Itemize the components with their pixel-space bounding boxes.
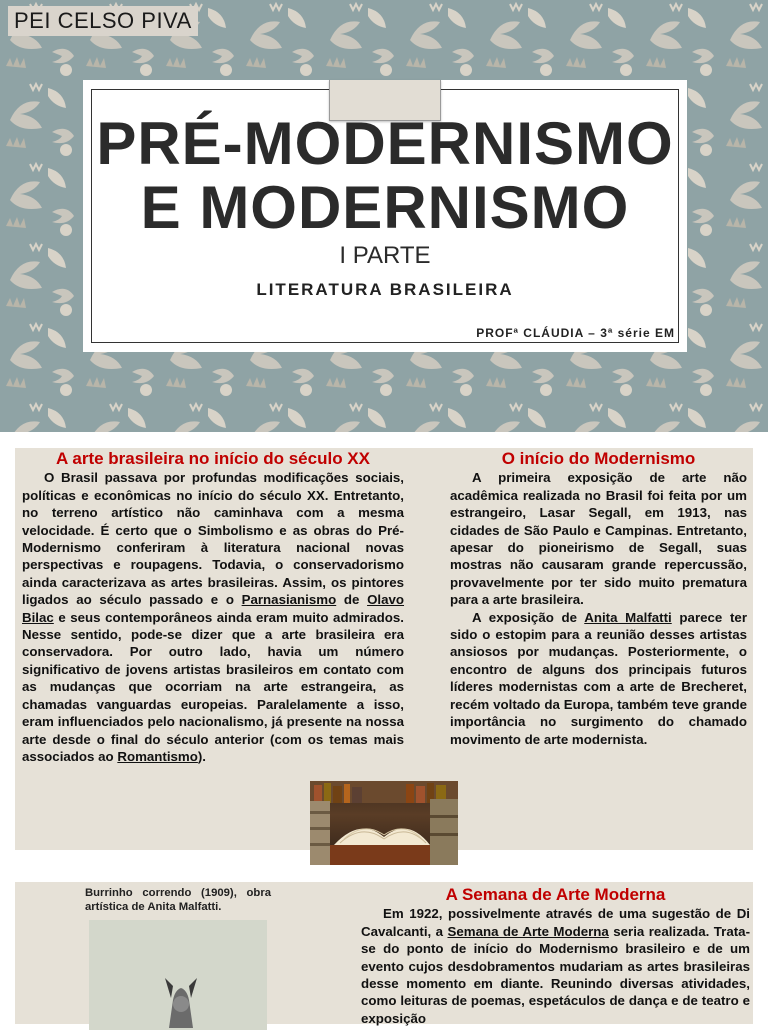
subject-label: LITERATURA BRASILEIRA	[256, 280, 514, 299]
part-label: I PARTE	[339, 242, 431, 269]
content-panel-1	[15, 448, 753, 850]
section-paragraph: Em 1922, possivelmente através de uma sugestão de Di Cavalcanti, a Semana de Arte Moderna seria realizada. Trata-se do ponto de início do Modernismo brasileiro e de um evento cujos desdobramentos mudariam as artes brasileiras desse momento em diante. Reunindo diversas atividades, como leituras de poemas, espetáculos de dança e de teatro e exposição	[361, 906, 750, 1026]
section-paragraph: O Brasil passava por profundas modificações sociais, políticas e econômicas no início do século XX. Entretanto, no terreno artístico não caminhava com a mesma velocidade. É certo que o Simbolismo e as obras do Pré-Modernismo conferiram à literatura nacional novas perspectivas e roupagens. Todavia, o conservadorismo ainda caracterizava as artes brasileiras. Assim, os pintores ligados ao século passado e o Parnasianismo de Olavo Bilac e seus contemporâneos ainda eram muito admirados. Nesse sentido, pode-se dizer que a arte brasileira era conservadora. Por outro lado, havia um número significativo de jovens artistas brasileiros em contato com as mudanças que ocorriam na arte estrangeira, as chamadas vanguardas europeias. Paralelamente a isso, eram influenciados pelo nacionalismo, já presente na nossa arte desde o final do século anterior (com os temas mais associados ao Romantismo).	[22, 470, 405, 764]
section-early-20th-century	[22, 450, 404, 765]
title-card	[83, 80, 687, 352]
link-olavo-bilac[interactable]: Olavo Bilac	[22, 592, 405, 625]
books-illustration	[310, 781, 458, 865]
section-paragraph: A exposição de Anita Malfatti parece ter sido o estopim para a reunião desses artistas ansiosos por mudanças. Posteriormente, o encontro de alguns dos principais futuros líderes modernistas com a arte de Brecheret, recém voltado da Europa, também teve grande importância no surgimento do chamado movimento de arte modernista.	[450, 609, 747, 747]
section-heading: A Semana de Arte Moderna	[445, 885, 666, 904]
content-panel-2	[15, 882, 753, 1024]
book-stack-image	[310, 781, 458, 865]
section-heading: A arte brasileira no início do século XX	[56, 449, 370, 468]
link-anita-malfatti[interactable]: Anita Malfatti	[584, 609, 672, 625]
painting-caption: Burrinho correndo (1909), obra artística de Anita Malfatti.	[85, 887, 271, 913]
section-paragraph: A primeira exposição de arte não acadêmica realizada no Brasil foi feita por um estrangeiro, Lasar Segall, em 1913, nas cidades de São Paulo e Campinas. Entretanto, apesar do pioneirismo de Segall, suas mostras não causaram grande repercussão, provavelmente por ter sido muito prematura para a arte brasileira.	[450, 470, 747, 608]
section-heading: O início do Modernismo	[501, 449, 696, 468]
title-line-2: E MODERNISMO	[140, 174, 630, 241]
school-label: PEI CELSO PIVA	[8, 6, 198, 36]
title-slide	[0, 0, 768, 432]
link-parnasianismo[interactable]: Parnasianismo	[241, 592, 337, 608]
title-line-1: PRÉ-MODERNISMO	[96, 110, 674, 177]
section-modernism-start	[450, 450, 747, 748]
link-semana-arte-moderna[interactable]: Semana de Arte Moderna	[447, 923, 609, 939]
donkey-painting-image	[89, 920, 267, 1030]
section-modern-art-week	[361, 886, 750, 1027]
link-romantismo[interactable]: Romantismo	[117, 748, 198, 764]
donkey-illustration	[89, 920, 267, 1030]
main-title	[83, 112, 687, 240]
teacher-label: PROFª CLÁUDIA – 3ª série EM	[476, 326, 675, 340]
